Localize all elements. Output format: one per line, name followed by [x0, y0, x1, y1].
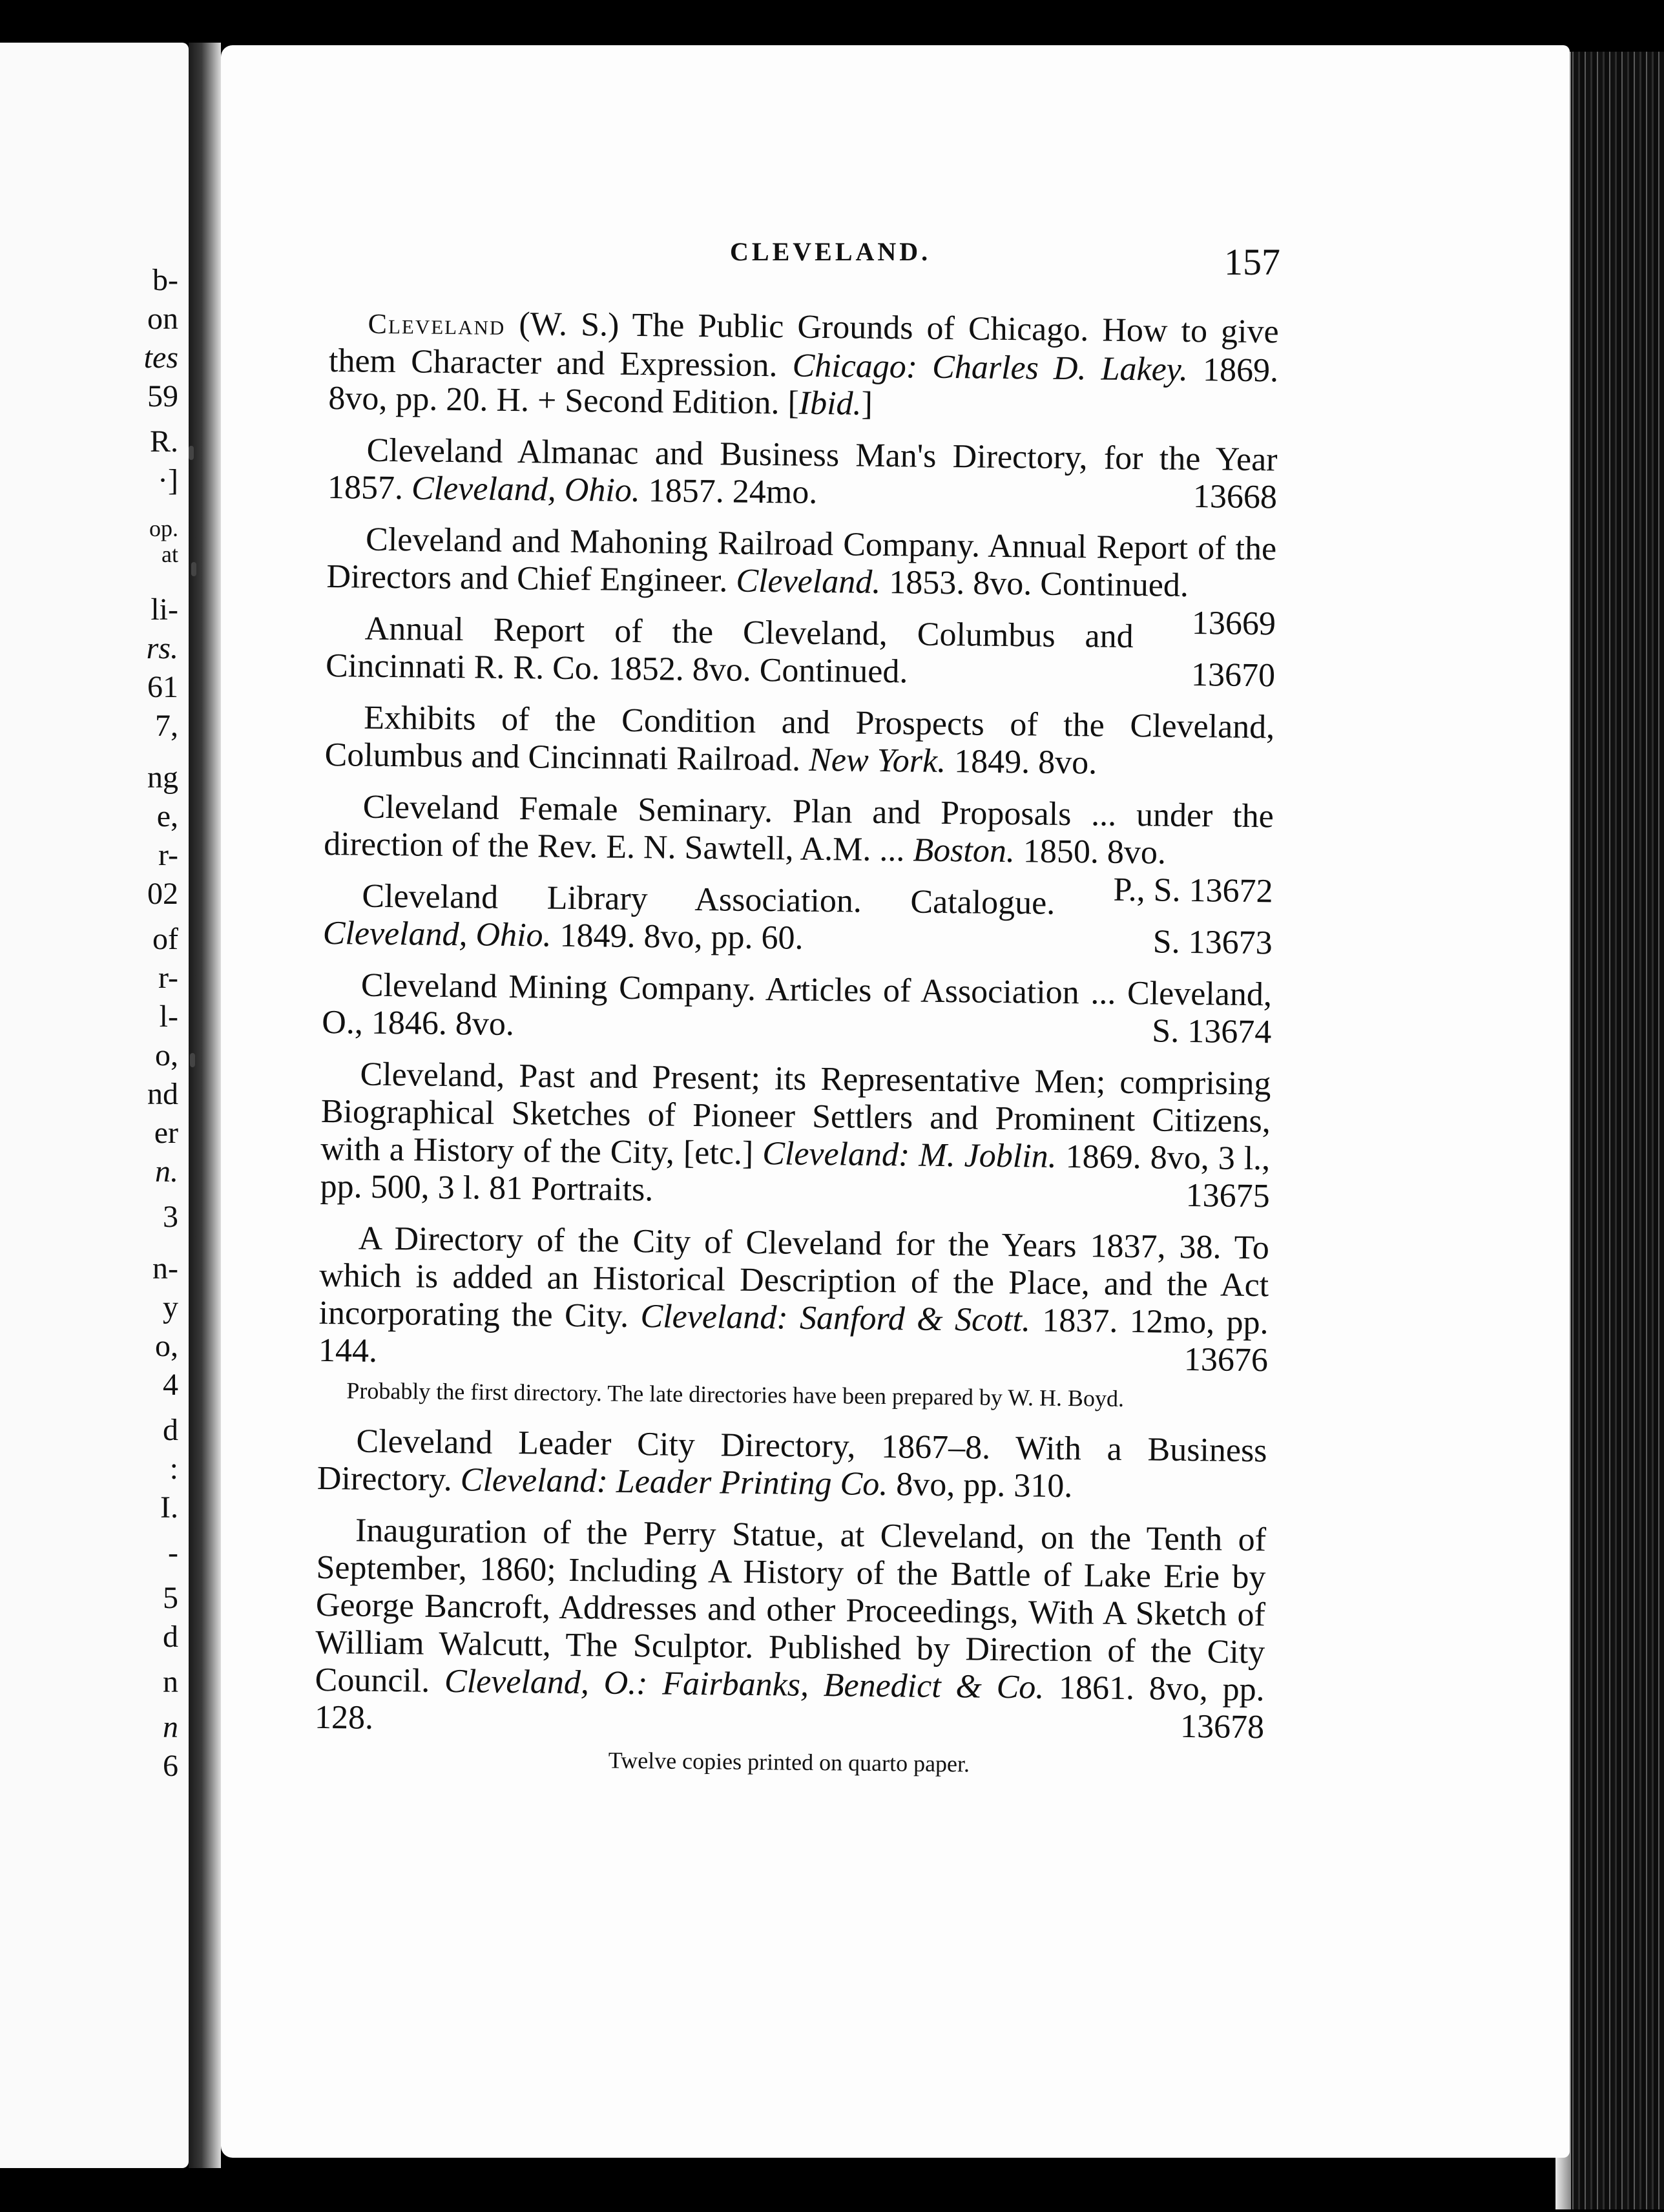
left-page-text-fragment: - — [168, 1536, 178, 1570]
left-page-text-fragment: ng — [147, 760, 178, 795]
entry-number: 13669 — [1191, 605, 1276, 643]
entry-number: 13678 — [1180, 1707, 1265, 1746]
left-page-text-fragment: : — [169, 1452, 178, 1486]
entry-author: Cleveland — [368, 308, 506, 341]
left-page-text-fragment: nd — [147, 1077, 178, 1111]
entry-imprint: Cleveland: Sanford & Scott. — [640, 1298, 1031, 1339]
left-page-text-fragment: tes — [143, 340, 178, 375]
entry-text: Exhibits of the Condition and Prospects of the Cleveland, Columbus and Cincinnati Railroad. — [324, 699, 1275, 778]
entry-almanac — [328, 432, 1278, 516]
left-page-text-fragment: o, — [155, 1038, 178, 1072]
entry-text: Cleveland Almanac and Business Man's Directory, for the Year 1857. — [327, 432, 1278, 507]
entry-past-and-present — [320, 1056, 1271, 1215]
entry-imprint: New York. — [808, 741, 946, 780]
entry-text: 1849. 8vo, pp. 60. — [551, 917, 804, 957]
entry-cleveland-ws — [328, 304, 1279, 427]
binding-mark — [189, 446, 194, 460]
entry-text: A Directory of the City of Cleveland for the Years 1837, 38. To which is added an Historical Description of the Place, and the Act incorporating the City. — [318, 1220, 1270, 1335]
entry-number: 13676 — [1183, 1341, 1269, 1379]
entry-mining-company — [322, 966, 1272, 1051]
entry-text: 1869. 8vo, pp. 20. H. + Second Edition. [ — [328, 351, 1279, 422]
entry-imprint: Chicago: Charles D. Lakey. — [792, 347, 1189, 388]
entry-text: Cleveland Female Seminary. Plan and Proposals ... under the direction of the Rev. E. N. Sawtell, A.M. ... — [323, 788, 1274, 869]
entry-imprint: Cleveland: M. Joblin. — [762, 1135, 1057, 1175]
entry-text: 1850. 8vo. — [1014, 833, 1167, 871]
left-page-text-fragment: 59 — [147, 379, 178, 413]
left-page-text-fragment: li- — [151, 592, 178, 627]
entry-perry-statue — [315, 1512, 1267, 1746]
left-page-text-fragment: of — [152, 922, 178, 956]
entry-library-association — [322, 877, 1273, 962]
entry-imprint: Cleveland, Ohio. — [322, 914, 552, 954]
entry-text: 8vo, pp. 310. — [887, 1466, 1073, 1505]
left-page-text-fragment: at — [161, 541, 178, 567]
entry-annual-report — [326, 610, 1276, 694]
binding-mark — [191, 562, 196, 576]
book-gutter — [189, 43, 221, 2168]
left-page-text-fragment: I. — [160, 1490, 178, 1525]
entry-imprint: Cleveland. — [736, 562, 881, 601]
entry-imprint: Cleveland: Leader Printing Co. — [460, 1461, 888, 1503]
entry-text: Cleveland Library Association. Catalogue. — [362, 877, 1056, 922]
entry-imprint: Boston. — [913, 831, 1015, 870]
left-page-text-fragment: n- — [152, 1251, 178, 1286]
entry-text: 1837. 12mo, pp. 144. — [318, 1302, 1269, 1370]
page-edges — [1555, 52, 1664, 2209]
entry-text: 1853. 8vo. Continued. — [880, 563, 1189, 604]
entry-exhibits — [324, 699, 1274, 784]
left-page-text-fragment: n — [163, 1710, 178, 1744]
left-page-text-fragment: on — [147, 302, 178, 336]
entry-imprint: Cleveland, O.: Fairbanks, Benedict & Co. — [444, 1662, 1045, 1706]
left-page-text-fragment: e, — [156, 799, 178, 833]
entry-text: ] — [861, 385, 873, 423]
left-page-text-fragment: r- — [158, 961, 178, 995]
left-page-text-fragment: R. — [149, 424, 178, 459]
entry-leader-directory — [317, 1423, 1267, 1507]
entry-note: Probably the first directory. The late directories have been prepared by W. H. Boyd. — [346, 1377, 1125, 1412]
running-head: CLEVELAND. — [730, 237, 931, 266]
entry-text: Cleveland, Past and Present; its Representative Men; comprising Biographical Sketches of Pioneer Settlers and Prominent Citizens, with a History of the City, [etc.] — [320, 1056, 1271, 1173]
left-page-text-fragment: l- — [159, 999, 178, 1034]
entry-number: 13675 — [1185, 1176, 1270, 1215]
binding-mark — [190, 1053, 195, 1067]
left-page-text-fragment: 5 — [163, 1581, 178, 1615]
entry-imprint: Ibid. — [798, 384, 862, 423]
left-page-text-fragment: b- — [152, 263, 178, 297]
entry-number: P., S. 13672 — [1113, 871, 1273, 910]
entry-text: Annual Report of the Cleveland, Columbus and Cincinnati R. R. Co. 1852. 8vo. Continued. — [325, 610, 1134, 691]
entry-text: 1857. 24mo. — [640, 472, 818, 511]
entry-text: Cleveland Leader City Directory, 1867–8. With a Business Directory. — [317, 1423, 1267, 1499]
entry-text: 1869. 8vo, 3 l., pp. 500, 3 l. 81 Portraits. — [320, 1138, 1271, 1209]
entry-number: 13668 — [1192, 478, 1278, 516]
entry-text: (W. S.) The Public Grounds of Chicago. How to give them Character and Expression. — [328, 305, 1279, 384]
entry-note: Twelve copies printed on quarto paper. — [608, 1747, 970, 1777]
entry-text: 1849. 8vo. — [945, 743, 1097, 782]
left-page-text-fragment: 02 — [147, 877, 178, 911]
entry-text: Cleveland and Mahoning Railroad Company. Annual Report of the Directors and Chief Engineer. — [326, 521, 1277, 600]
left-page-text-fragment: o, — [155, 1329, 178, 1363]
left-page-text-fragment: ·] — [158, 463, 178, 497]
left-page-text-fragment: y — [163, 1290, 178, 1324]
entry-number: S. 13673 — [1152, 923, 1273, 962]
entry-mahoning-railroad — [326, 521, 1277, 643]
left-page-text-fragment: d — [163, 1620, 178, 1654]
left-page-text-fragment: n. — [155, 1154, 178, 1189]
left-page-text-fragment: 7, — [155, 709, 178, 743]
entry-imprint: Cleveland, Ohio. — [411, 470, 641, 510]
entry-city-directory-1837 — [318, 1220, 1269, 1379]
left-page-text-fragment: 6 — [163, 1749, 178, 1783]
page-number: 157 — [1224, 241, 1280, 283]
left-page-text-fragment: 3 — [163, 1200, 178, 1234]
entry-text: Cleveland Mining Company. Articles of Association ... Cleveland, O., 1846. 8vo. — [322, 966, 1273, 1043]
left-facing-page — [0, 43, 189, 2168]
left-page-text-fragment: er — [154, 1116, 178, 1150]
entry-number: S. 13674 — [1152, 1012, 1272, 1051]
left-page-text-fragment: d — [163, 1413, 178, 1447]
left-page-text-fragment: 4 — [163, 1368, 178, 1402]
left-page-text-fragment: op. — [149, 516, 178, 541]
entry-text: Inauguration of the Perry Statue, at Cleveland, on the Tenth of September, 1860; Including A History of the Battle of Lake Erie by George Bancroft, Addresses and other Proceedings, With A Sketch of William Walcutt, The Sculptor. Published by Direction of the City Council. — [315, 1512, 1267, 1700]
left-page-text-fragment: n — [163, 1665, 178, 1699]
bibliography-entries — [314, 304, 1279, 1799]
left-page-text-fragment: rs. — [146, 631, 178, 665]
left-page-text-fragment: r- — [158, 838, 178, 872]
left-page-text-fragment: 61 — [147, 670, 178, 704]
entry-text: 1861. 8vo, pp. 128. — [314, 1669, 1265, 1737]
entry-number: 13670 — [1191, 656, 1276, 694]
